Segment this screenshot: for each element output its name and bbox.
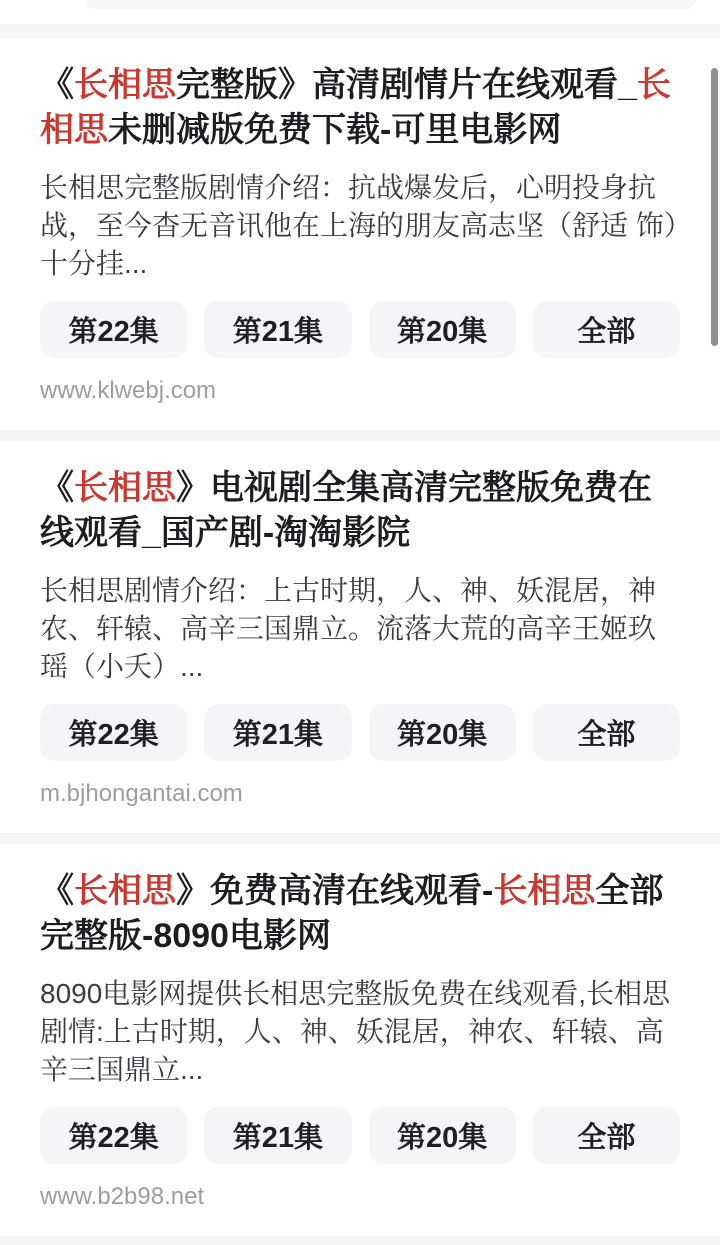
card-separator [0, 430, 720, 441]
title-text: 《 [40, 872, 74, 910]
result-title-link[interactable] [40, 63, 680, 153]
title-keyword-highlight: 长相思 [74, 66, 176, 104]
episode-button[interactable]: 第22集 [40, 301, 187, 358]
title-text: 未删减版免费下载-可里电影网 [108, 111, 562, 149]
episode-button-row [40, 704, 680, 761]
result-source-url: www.b2b98.net [40, 1183, 205, 1210]
episode-button[interactable]: 第21集 [204, 1107, 351, 1164]
episode-button[interactable]: 第20集 [369, 704, 516, 761]
episode-button[interactable]: 第22集 [40, 1107, 187, 1164]
title-text: 《 [40, 66, 74, 104]
card-separator [0, 24, 720, 38]
title-text: 完整版》高清剧情片在线观看_ [176, 66, 637, 104]
title-keyword-highlight: 长相思 [74, 469, 176, 507]
title-keyword-highlight: 长相思 [40, 66, 671, 149]
previous-card-remnant-strip [0, 0, 720, 24]
result-description: 8090电影网提供长相思完整版免费在线观看,长相思剧情:上古时期，人、神、妖混居，神农、轩辕、高辛三国鼎立... [40, 978, 671, 1085]
episode-button[interactable]: 全部 [533, 704, 680, 761]
title-keyword-highlight: 长相思 [493, 872, 596, 910]
episode-button-row [40, 1107, 680, 1164]
result-source-url: www.klwebj.com [40, 377, 217, 404]
title-text: 》电视剧全集高清完整版免费在线观看_国产剧-淘淘影院 [40, 469, 652, 552]
episode-button-row [40, 301, 680, 358]
result-description: 长相思剧情介绍：上古时期，人、神、妖混居，神农、轩辕、高辛三国鼎立。流落大荒的高辛王姬玖瑶（小夭）... [40, 575, 657, 682]
title-text: 》免费高清在线观看- [176, 872, 494, 910]
episode-button[interactable]: 第20集 [369, 1107, 516, 1164]
result-title-link[interactable] [40, 869, 680, 959]
search-result-card[interactable] [0, 38, 720, 430]
title-keyword-highlight: 长相思 [74, 872, 176, 910]
episode-button[interactable]: 第21集 [204, 301, 351, 358]
result-description: 长相思完整版剧情介绍：抗战爆发后，心明投身抗战，至今杳无音讯他在上海的朋友高志坚（舒适 饰）十分挂... [40, 172, 678, 279]
card-separator [0, 833, 720, 844]
episode-button[interactable]: 第20集 [369, 301, 516, 358]
search-result-card[interactable] [0, 844, 720, 1236]
episode-button[interactable]: 全部 [533, 1107, 680, 1164]
title-text: 全部完整版-8090电影网 [40, 872, 664, 955]
episode-button[interactable]: 全部 [533, 301, 680, 358]
card-separator [0, 1236, 720, 1245]
title-text: 《 [40, 469, 74, 507]
result-title-link[interactable] [40, 466, 680, 556]
result-source-url: m.bjhongantai.com [40, 780, 243, 807]
search-result-card[interactable] [0, 441, 720, 833]
episode-button[interactable]: 第21集 [204, 704, 351, 761]
episode-button[interactable]: 第22集 [40, 704, 187, 761]
previous-card-remnant [86, 0, 696, 9]
scrollbar-thumb[interactable] [711, 68, 718, 346]
